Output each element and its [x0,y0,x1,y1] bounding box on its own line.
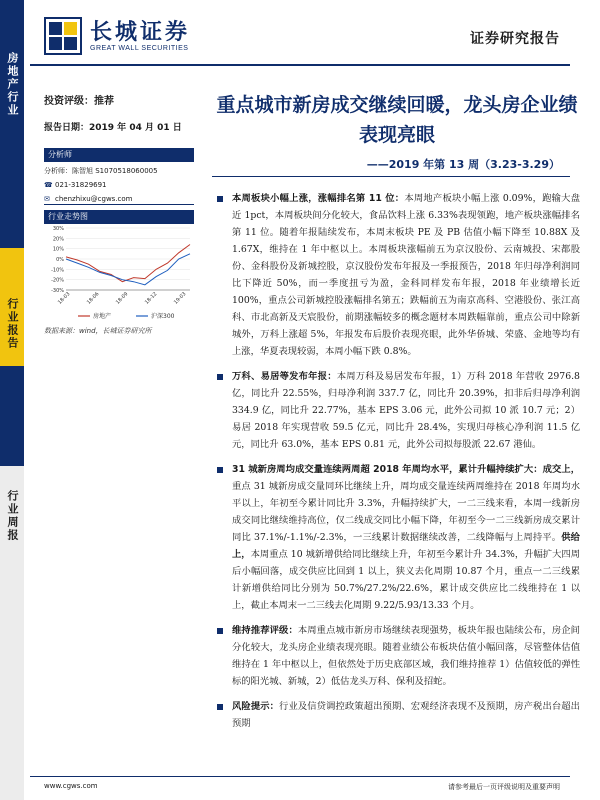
paragraph-text: 行业及信贷调控政策超出预期、宏观经济表现不及预期，房产税出台超出预期 [232,701,580,729]
chart-y-tick-label: -10% [51,267,64,274]
report-meta [44,92,194,133]
logo-subtitle: GREAT WALL SECURITIES [90,44,189,52]
industry-trend-chart [44,224,194,324]
chart-legend-label: 房地产 [93,313,112,320]
chart-y-tick-label: 10% [52,246,64,253]
chart-source: 数据来源：wind，长城证券研究所 [44,327,152,335]
paragraph-lead: 万科、易居等发布年报： [232,371,337,382]
chart-y-tick-label: 20% [52,236,64,243]
paragraph-lead: 本周板块小幅上涨，涨幅排名第 11 位： [232,193,405,204]
analyst-phone: 021-31829691 [55,181,107,189]
trend-heading: 行业走势图 [44,210,194,224]
chart-series-line [66,245,190,282]
sidebar-section-mid [0,248,24,366]
paragraph-lead: 风险提示： [232,701,280,712]
analyst-info [44,164,194,206]
chart-x-tick-label: 18-12 [143,291,159,306]
analyst-name-row [44,164,194,178]
analyst-name: 分析师：陈智旭 S1070518060005 [44,167,158,175]
chart-y-tick-label: -20% [51,277,64,284]
company-logo [44,8,254,64]
paragraph-text: 重点 31 城新房成交量同环比继续上升，周均成交量连续两周维持在 2018 年周均水平以上，年初至今累计同比升 3.3%，升幅持续扩大，一二三线来看，本周一线新房成交同比继续维持高位，仅二线成交同比小幅下降，年初至今一二三线新房成交累计同比 37.1%/-1.1%/-2.3%，一三线累计数据继续改善，二线降幅与上周持平。 [232,481,580,543]
paragraph-transactions [212,461,580,614]
footer-disclaimer: 请参考最后一页评级说明及重要声明 [448,783,560,791]
analyst-email[interactable]: chenzhixu@cgws.com [55,195,133,203]
paragraph-annual-reports [212,368,580,453]
report-title: 重点城市新房成交继续回暖，龙头房企业绩表现亮眼 [216,94,578,146]
footer-divider [30,776,570,777]
chart-legend-label: 沪深300 [151,313,175,320]
phone-icon: ☎ [44,181,53,189]
chart-x-tick-label: 19-03 [172,291,188,306]
chart-x-tick-label: 18-03 [56,291,72,306]
analyst-heading: 分析师 [44,148,194,162]
paragraph-recommendation [212,622,580,690]
investment-rating: 投资评级：推荐 [44,96,114,107]
chart-x-tick-label: 18-06 [85,291,101,306]
paragraph-text: 本周重点 10 城新增供给同比继续上升，年初至今累计升 34.3%，升幅扩大四周后小幅回落，成交供应比回到 1 以上，狭义去化周期 10.87 个月，重点一二三线累计新增供给同比分别为 50.7%/27.2%/22.6%，累计成交供应比二线维持在 1 以上，截止本周末一二三线去化周期 9.22/5.93/13.33 个月。 [232,549,580,611]
email-icon: ✉ [44,195,50,203]
report-subtitle: ——2019 年第 13 周（3.23-3.29） [366,158,560,171]
logo-name: 长城证券 [90,19,191,45]
sidebar-section-divider [0,366,24,466]
sidebar-label-weekly: 行业周报 [6,490,19,542]
paragraph-text: 本周地产板块小幅上涨 0.09%，跑输大盘近 1pct，本周板块间分化较大，食品饮料上涨 6.33%表现领跑，地产板块涨幅排名第 11 位。随着年报陆续发布，本周末板块 PE 及 PB 估值小幅下降至 10.88X 及 1.67X，维持在 1 年中枢以上。本周板块涨幅前五为京汉股份、云南城投、宋都股份、金科股份及新城控股，京汉股份发布年报及一季报预告，2018 年归母净利润同比下降近 50%，而一季度扭亏为盈，金科同样发布年报，2018 年业绩增长近 100%，重点公司新城控股涨幅排名第五；跌幅前五为南京高科、空港股份、张江高科、市北高新及天宸股份，前期涨幅较多的概念题材本周跌幅靠前，重点公司中除新城外，万科上涨超 5%，年报发布后股价表现亮眼，此外华侨城、荣盛、金地等均有上涨，华夏表现较弱，本周小幅下跌 0.8%。 [232,193,580,357]
chart-y-tick-label: 0% [56,257,64,263]
document-type: 证券研究报告 [470,31,560,47]
paragraph-text: 本周重点城市新房市场继续表现强势，板块年报也陆续公布，房企间分化较大，龙头房企业绩表现亮眼。随着业绩公布板块估值小幅回落，尽管整体估值维持在 1 年中枢以上，但依然处于历史底部区域，我们维持推荐 1）估值较低的弹性标的阳光城、新城，2）低估龙头万科、保利及招蛇。 [232,625,580,687]
sidebar-section-bottom [0,466,24,800]
paragraph-text: 本周万科及易居发布年报，1）万科 2018 年营收 2976.8 亿，同比升 22.55%，归母净利润 337.7 亿，同比升 20.39%，扣非后归母净利润 334.9 亿，同比升 22.77%，基本 EPS 3.06 元，此外公司拟 10 派 10.7 元；2）易居 2018 年实现营收 59.5 亿元，同比升 28.4%，实现归母核心净利润 11.5 亿元，同比升 63.0%，基本 EPS 0.81 元，此外公司拟每股派 22.67 港仙。 [232,371,580,450]
analyst-divider [44,204,194,205]
title-divider [212,176,570,177]
paragraph-lead: 31 城新房周均成交量连续两周超 2018 年周均水平，累计升幅持续扩大： [232,464,543,475]
report-body [212,190,580,740]
header-divider [30,64,570,66]
logo-mark-icon [44,17,82,55]
sidebar-label-report: 行业报告 [6,298,19,350]
report-date: 报告日期：2019 年 04 月 01 日 [44,123,182,133]
paragraph-sublead: 成交上， [542,464,580,475]
paragraph-risks [212,698,580,732]
paragraph-sublead: 供给上， [232,532,580,560]
trend-chart-svg [44,224,194,324]
footer-url[interactable]: www.cgws.com [44,782,98,790]
sidebar-section-top [0,0,24,248]
chart-y-tick-label: 30% [52,226,64,232]
paragraph-sector-performance [212,190,580,360]
paragraph-lead: 维持推荐评级： [232,625,298,636]
chart-y-tick-label: -30% [51,288,64,294]
sidebar-label-industry: 房地产行业 [6,52,19,117]
sidebar [0,0,24,800]
chart-x-tick-label: 18-09 [114,291,130,306]
analyst-phone-row [44,178,194,192]
